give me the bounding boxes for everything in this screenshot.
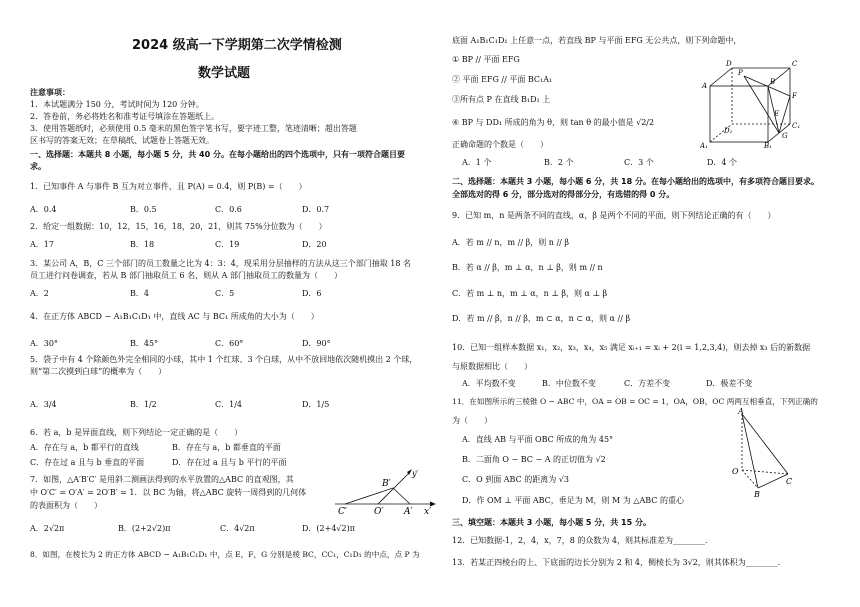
q11-option-b: B．二面角 O − BC − A 的正切值为 √2 xyxy=(462,455,606,464)
section1-heading-2: 求。 xyxy=(30,162,46,171)
cube-figure xyxy=(700,58,810,148)
q6-stem: 6．若 a，b 是异面直线，则下列结论一定正确的是（ ） xyxy=(30,428,243,437)
q7-option-a: A．2√2π xyxy=(30,524,65,533)
q3-stem-2: 员工进行问卷调查，若从 B 部门抽取员工 6 名，则从 A 部门抽取员工的数量为（ ） xyxy=(30,271,343,280)
pyramid-figure xyxy=(728,408,793,498)
section3-heading: 三、填空题：本题共 3 小题，每小题 5 分，共 15 分。 xyxy=(452,518,651,527)
q2-option-b: B．18 xyxy=(130,240,155,249)
q7-option-c: C．4√2π xyxy=(220,524,255,533)
q2-stem: 2．给定一组数据：10，12，15，16，18，20，21，则其 75%分位数为（ ） xyxy=(30,222,327,231)
q9-option-a: A．若 m // n，m // β，则 n // β xyxy=(452,238,570,247)
q5-stem: 5．袋子中有 4 个除颜色外完全相同的小球，其中 1 个红球、3 个白球，从中不放回地依次随机摸出 2 个球， xyxy=(30,355,418,364)
q7-option-b: B．(2+2√2)π xyxy=(118,524,171,533)
q9-option-d: D．若 m // β，n // β，m ⊂ α，n ⊂ α，则 α // β xyxy=(452,314,631,323)
cube-label-b1: B₁ xyxy=(764,142,772,148)
q7-stem: 7．如图，△A′B′C′ 是用斜二测画法得到的水平放置的△ABC 的直观图，其 xyxy=(30,475,294,484)
q8-option-d: D．4 个 xyxy=(707,158,738,167)
q7-label-a: A′ xyxy=(404,507,413,516)
note-3: 3．使用答题纸时，必须使用 0.5 毫米的黑色签字笔书写，要字迹工整，笔迹清晰；超出答题 xyxy=(30,124,357,133)
pyramid-label-c: C xyxy=(786,477,793,486)
q7-label-x: x′ xyxy=(424,507,432,516)
note-1: 1．本试题满分 150 分，考试时间为 120 分钟。 xyxy=(30,100,204,109)
q6-option-c: C．存在过 a 且与 b 垂直的平面 xyxy=(30,458,145,467)
note-4: 区书写的答案无效；在草稿纸、试题卷上答题无效。 xyxy=(30,136,214,145)
q13-stem: 13．若某正四棱台的上、下底面的边长分别为 2 和 4，侧棱长为 3√2，则其体积为________． xyxy=(452,558,786,567)
q3-option-b: B．4 xyxy=(130,289,149,298)
cube-label-p: P xyxy=(738,69,743,77)
notes-heading: 注意事项： xyxy=(30,88,70,97)
q8-option-c: C．3 个 xyxy=(624,158,654,167)
q1-stem: 1．已知事件 A 与事件 B 互为对立事件，且 P(A) = 0.4，则 P(B) =（ ） xyxy=(30,182,307,191)
q7-option-d: D．(2+4√2)π xyxy=(302,524,355,533)
cube-label-c1: C₁ xyxy=(792,122,801,130)
q8-item-2: ② 平面 EFG // 平面 BC₁A₁ xyxy=(452,75,553,84)
q11-stem-2: 为（ ） xyxy=(452,416,492,425)
q2-option-a: A．17 xyxy=(30,240,54,249)
q6-option-b: B．存在与 a，b 都垂直的平面 xyxy=(172,443,281,452)
q7-stem-3: 的表面积为（ ） xyxy=(30,501,102,510)
q5-option-d: D．1/5 xyxy=(302,400,330,409)
q4-option-b: B．45° xyxy=(130,339,159,348)
exam-subtitle: 数学试题 xyxy=(198,66,251,81)
q7-label-o: O′ xyxy=(374,507,384,516)
q11-option-c: C．O 到面 ABC 的距离为 √3 xyxy=(462,475,569,484)
cube-label-e: E xyxy=(774,110,780,118)
q8-item-3: ③所有点 P 在直线 B₁D₁ 上 xyxy=(452,95,551,104)
section2-heading-2: 全部选对的得 6 分，部分选对的得部分分，有选错的得 0 分。 xyxy=(452,190,675,199)
q1-option-c: C．0.6 xyxy=(215,205,242,214)
q1-option-b: B．0.5 xyxy=(130,205,157,214)
q8-stem: 8．如图，在棱长为 2 的正方体 ABCD − A₁B₁C₁D₁ 中，点 E，F，G 分别是棱 BC，CC₁，C₁D₁ 的中点，点 P 为 xyxy=(30,550,420,559)
q7-stem-2: 中 O′C′ = O′A′ = 2O′B′ = 1．以 BC 为轴，将△ABC 旋转一周得到的几何体 xyxy=(30,488,307,497)
q4-option-c: C．60° xyxy=(215,339,244,348)
section1-heading: 一、选择题：本题共 8 小题，每小题 5 分，共 40 分。在每小题给出的四个选项中，只有一项符合题目要 xyxy=(30,150,405,159)
q9-stem: 9．已知 m，n 是两条不同的直线，α，β 是两个不同的平面，则下列结论正确的有（ ） xyxy=(452,211,776,220)
q7-label-b: B′ xyxy=(382,479,391,489)
cube-label-c: C xyxy=(792,60,798,68)
cube-label-f: F xyxy=(792,92,797,100)
q10-option-a: A．平均数不变 xyxy=(462,379,516,388)
q4-stem: 4．在正方体 ABCD − A₁B₁C₁D₁ 中，直线 AC 与 BC₁ 所成角的大小为（ ） xyxy=(30,312,319,321)
q5-option-c: C．1/4 xyxy=(215,400,242,409)
q10-stem: 10．已知一组样本数据 x₁，x₂，x₃，x₄，x₅ 满足 xᵢ₊₁ = xᵢ + 2(i = 1,2,3,4)，则去掉 x₃ 后的新数据 xyxy=(452,343,811,352)
q2-option-d: D．20 xyxy=(302,240,327,249)
q5-stem-2: 则“第二次摸到白球”的概率为（ ） xyxy=(30,367,167,376)
q8-option-b: B．2 个 xyxy=(544,158,574,167)
cube-label-a: A xyxy=(702,82,708,90)
cube-label-g: G xyxy=(782,132,788,140)
q1-option-a: A．0.4 xyxy=(30,205,57,214)
cube-label-a1: A₁ xyxy=(700,142,708,148)
q6-option-a: A．存在与 a，b 都平行的直线 xyxy=(30,443,139,452)
q8-stem-cont: 底面 A₁B₁C₁D₁ 上任意一点，若直线 BP 与平面 EFG 无公共点，则下列命题中， xyxy=(452,36,742,45)
q3-stem: 3．某公司 A，B，C 三个部门的员工数量之比为 4：3：4，现采用分层抽样的方法从这三个部门抽取 18 名 xyxy=(30,259,412,268)
q1-option-d: D．0.7 xyxy=(302,205,330,214)
q8-item-4: ④ BP 与 DD₁ 所成的角为 θ，则 tan θ 的最小值是 √2/2 xyxy=(452,118,655,127)
cube-label-d: D xyxy=(726,60,732,68)
q10-stem-2: 与原数据相比（ ） xyxy=(452,362,532,371)
cube-label-b: B xyxy=(770,78,776,86)
q5-option-b: B．1/2 xyxy=(130,400,157,409)
q4-option-d: D．90° xyxy=(302,339,331,348)
q9-option-b: B．若 α // β，m ⊥ α，n ⊥ β，则 m // n xyxy=(452,263,603,272)
pyramid-label-a: A xyxy=(738,408,744,416)
pyramid-label-o: O xyxy=(732,467,739,476)
q5-option-a: A．3/4 xyxy=(30,400,57,409)
q6-option-d: D．存在过 a 且与 b 平行的平面 xyxy=(172,458,287,467)
pyramid-label-b: B xyxy=(754,490,760,498)
q12-stem: 12．已知数据-1，2，4，x，7，8 的众数为 4，则其标准差为________． xyxy=(452,536,714,545)
q7-figure xyxy=(330,466,440,516)
q9-option-c: C．若 m ⊥ n，m ⊥ α，n ⊥ β，则 α ⊥ β xyxy=(452,289,608,298)
q10-option-d: D．极差不变 xyxy=(706,379,753,388)
q7-label-y: y′ xyxy=(412,469,419,478)
q3-option-a: A．2 xyxy=(30,289,49,298)
section2-heading: 二、选择题：本题共 3 小题，每小题 6 分，共 18 分。在每小题给出的选项中，有多项符合题目要求。 xyxy=(452,177,819,186)
q10-option-b: B．中位数不变 xyxy=(542,379,596,388)
q11-option-d: D．作 OM ⊥ 平面 ABC，垂足为 M，则 M 为 △ABC 的重心 xyxy=(462,496,684,505)
q11-stem: 11．在如图所示的三棱锥 O − ABC 中，OA = OB = OC = 1，OA，OB，OC 两两互相垂直，下列正确的 xyxy=(452,397,818,406)
cube-label-d1: D₁ xyxy=(724,127,733,135)
note-2: 2．答卷前，务必将姓名和准考证号填涂在答题纸上。 xyxy=(30,112,220,121)
q10-option-c: C．方差不变 xyxy=(624,379,671,388)
q8-ask: 正确命题的个数是（ ） xyxy=(452,140,548,149)
q3-option-d: D．6 xyxy=(302,289,322,298)
q8-item-1: ① BP // 平面 EFG xyxy=(452,55,520,64)
q11-option-a: A．直线 AB 与平面 OBC 所成的角为 45° xyxy=(462,435,614,444)
q2-option-c: C．19 xyxy=(215,240,240,249)
q4-option-a: A．30° xyxy=(30,339,58,348)
q3-option-c: C．5 xyxy=(215,289,235,298)
exam-title: 2024 级高一下学期第二次学情检测 xyxy=(132,38,342,53)
q8-option-a: A．1 个 xyxy=(462,158,492,167)
q7-label-c: C′ xyxy=(338,507,347,516)
